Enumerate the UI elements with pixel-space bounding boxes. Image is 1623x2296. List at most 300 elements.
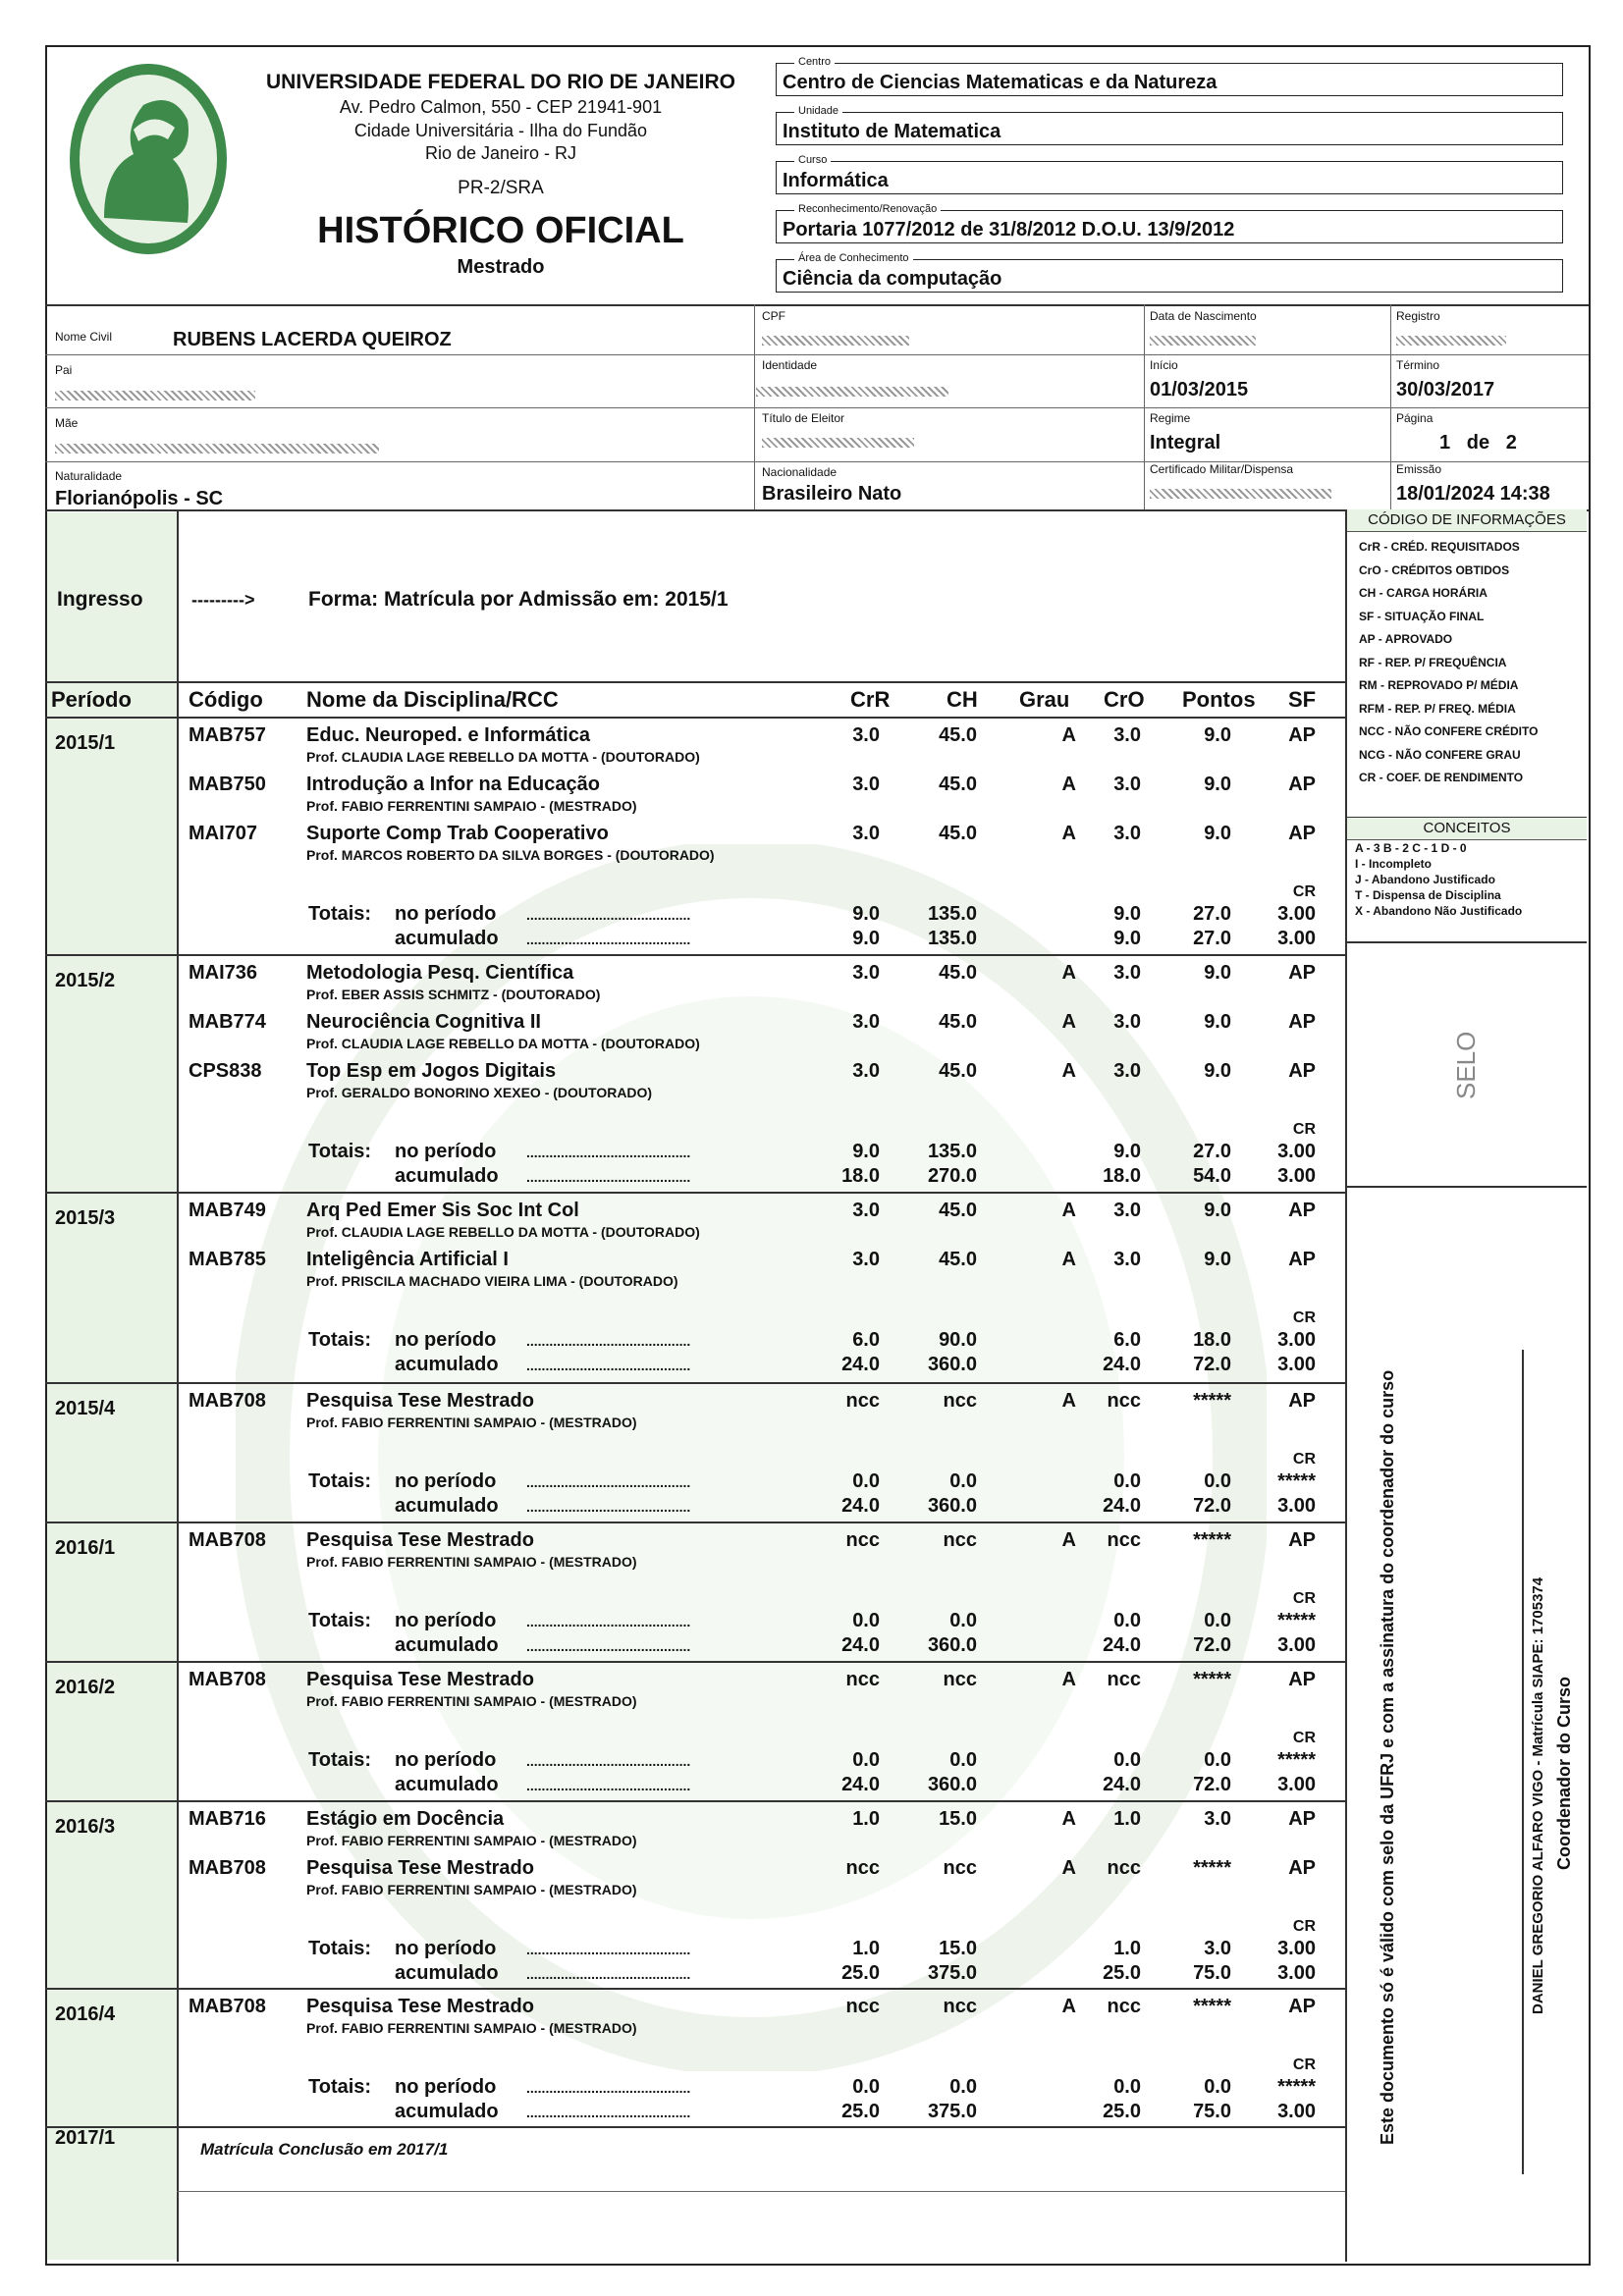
conceito-item: A - 3 B - 2 C - 1 D - 0 [1355,841,1467,855]
period-label: 2015/2 [55,970,116,991]
course-grau: A [1061,1808,1076,1830]
legend-item: CR - COEF. DE RENDIMENTO [1359,771,1524,784]
total-crr: 0.0 [852,2076,880,2098]
legend-item: CH - CARGA HORÁRIA [1359,586,1488,600]
course-pontos: 9.0 [1204,1011,1231,1033]
course-professor: Prof. FABIO FERRENTINI SAMPAIO - (MESTRADO) [306,2020,637,2036]
course-cro: ncc [1107,1529,1141,1551]
course-code: MAB708 [189,1996,266,2017]
course-name: Top Esp em Jogos Digitais [306,1060,557,1082]
course-name: Inteligência Artificial I [306,1249,509,1270]
total-ch: 0.0 [949,1749,977,1771]
course-crr: ncc [845,1390,880,1412]
total-ch: 360.0 [927,1634,977,1656]
course-professor: Prof. FABIO FERRENTINI SAMPAIO - (MESTRADO) [306,1693,637,1709]
course-name: Educ. Neuroped. e Informática [306,724,590,746]
col-periodo: Período [51,687,132,712]
total-ch: 360.0 [927,1774,977,1795]
period-divider [45,1522,1347,1523]
course-professor: Prof. CLAUDIA LAGE REBELLO DA MOTTA - (DOUTORADO) [306,749,700,765]
conceito-item: X - Abandono Não Justificado [1355,904,1523,918]
course-sf: AP [1288,1529,1316,1551]
university-name: UNIVERSIDADE FEDERAL DO RIO DE JANEIRO [265,71,735,93]
total-cro: 0.0 [1113,2076,1141,2098]
acumulado-label: acumulado [395,1962,499,1984]
conceito-item: I - Incompleto [1355,857,1432,871]
acumulado-label: acumulado [395,1165,499,1187]
cr-header: CR [1292,2056,1316,2073]
leader-dots: ........................................... [526,1474,691,1490]
course-sf: AP [1288,1390,1316,1412]
pai-label: Pai [55,363,73,377]
course-name: Arq Ped Emer Sis Soc Int Col [306,1200,579,1221]
leader-dots: ........................................... [526,932,691,947]
course-grau: A [1061,1200,1076,1221]
naturalidade-label: Naturalidade [55,469,123,483]
course-grau: A [1061,962,1076,984]
course-professor: Prof. FABIO FERRENTINI SAMPAIO - (MESTRADO) [306,1833,637,1848]
total-ch: 375.0 [927,2101,977,2122]
total-pontos: 0.0 [1204,1470,1231,1492]
total-pontos: 0.0 [1204,1610,1231,1631]
nacionalidade-label: Nacionalidade [762,465,838,479]
course-grau: A [1061,1669,1076,1690]
legend-item: RFM - REP. P/ FREQ. MÉDIA [1359,701,1516,716]
leader-dots: ........................................... [526,1942,691,1957]
course-cro: ncc [1107,1669,1141,1690]
course-code: MAB785 [189,1249,266,1270]
conceitos-title: CONCEITOS [1347,818,1587,840]
course-name: Estágio em Docência [306,1808,505,1830]
course-crr: ncc [845,1996,880,2017]
total-crr: 25.0 [841,2101,880,2122]
course-pontos: 9.0 [1204,774,1231,795]
total-pontos: 0.0 [1204,1749,1231,1771]
box-centro: Centro Centro de Ciencias Matematicas e da Natureza [776,63,1563,96]
total-cr: 3.00 [1277,903,1316,925]
total-cr: 3.00 [1277,1634,1316,1656]
inicio: 01/03/2015 [1150,379,1249,400]
course-code: MAB757 [189,724,266,746]
period-label: 2015/1 [55,732,116,754]
course-grau: A [1061,1529,1076,1551]
course-crr: ncc [845,1857,880,1879]
course-pontos: 9.0 [1204,724,1231,746]
nacionalidade: Brasileiro Nato [762,483,902,505]
course-ch: 45.0 [939,962,977,984]
total-cro: 0.0 [1113,1470,1141,1492]
total-crr: 0.0 [852,1610,880,1631]
course-pontos: ***** [1193,1996,1231,2017]
course-crr: 3.0 [852,774,880,795]
total-pontos: 75.0 [1193,1962,1231,1984]
period-label: 2016/4 [55,2003,116,2025]
identidade-label: Identidade [762,358,818,372]
course-crr: 3.0 [852,962,880,984]
leader-dots: ........................................... [526,1499,691,1515]
course-code: MAB708 [189,1669,266,1690]
total-cro: 24.0 [1103,1774,1141,1795]
emissao: 18/01/2024 14:38 [1396,483,1550,505]
no-periodo-label: no período [395,1141,497,1162]
address-line-1: Av. Pedro Calmon, 550 - CEP 21941-901 [339,97,663,117]
course-sf: AP [1288,1011,1316,1033]
period-divider [45,1661,1347,1663]
registro-label: Registro [1396,309,1440,323]
total-cro: 6.0 [1113,1329,1141,1351]
total-cr: 3.00 [1277,1938,1316,1959]
course-name: Pesquisa Tese Mestrado [306,1857,534,1879]
period-divider [45,2126,1347,2128]
period-label: 2016/3 [55,1816,116,1838]
total-cro: 1.0 [1113,1938,1141,1959]
course-professor: Prof. FABIO FERRENTINI SAMPAIO - (MESTRADO) [306,1554,637,1570]
total-ch: 360.0 [927,1495,977,1517]
total-crr: 1.0 [852,1938,880,1959]
cpf-label: CPF [762,309,785,323]
course-cro: 3.0 [1113,1060,1141,1082]
course-grau: A [1061,1390,1076,1412]
course-sf: AP [1288,1060,1316,1082]
total-pontos: 72.0 [1193,1774,1231,1795]
cpf-redacted [762,336,909,346]
titulo-eleitor-label: Título de Eleitor [762,411,845,425]
acumulado-label: acumulado [395,1774,499,1795]
total-cro: 24.0 [1103,1354,1141,1375]
final-text: Matrícula Conclusão em 2017/1 [200,2140,449,2159]
info-legend-title: CÓDIGO DE INFORMAÇÕES [1347,509,1587,532]
no-periodo-label: no período [395,1610,497,1631]
legend-item: CrR - CRÉD. REQUISITADOS [1359,540,1520,554]
course-cro: 3.0 [1113,823,1141,844]
course-cro: ncc [1107,1996,1141,2017]
course-code: MAB708 [189,1857,266,1879]
course-professor: Prof. MARCOS ROBERTO DA SILVA BORGES - (DOUTORADO) [306,847,715,863]
total-cro: 25.0 [1103,2101,1141,2122]
legend-item: SF - SITUAÇÃO FINAL [1359,609,1485,623]
legend-item: RM - REPROVADO P/ MÉDIA [1359,678,1519,692]
course-professor: Prof. FABIO FERRENTINI SAMPAIO - (MESTRADO) [306,1415,637,1430]
course-sf: AP [1288,1200,1316,1221]
total-cro: 24.0 [1103,1495,1141,1517]
course-ch: ncc [943,1857,977,1879]
total-ch: 0.0 [949,2076,977,2098]
no-periodo-label: no período [395,903,497,925]
course-cro: ncc [1107,1857,1141,1879]
total-pontos: 18.0 [1193,1329,1231,1351]
pagina-label: Página [1396,411,1434,425]
total-pontos: 72.0 [1193,1354,1231,1375]
leader-dots: ........................................... [526,2080,691,2096]
course-ch: ncc [943,1390,977,1412]
course-ch: 45.0 [939,1249,977,1270]
no-periodo-label: no período [395,1749,497,1771]
no-periodo-label: no período [395,1329,497,1351]
inicio-label: Início [1150,358,1178,372]
total-crr: 9.0 [852,1141,880,1162]
course-grau: A [1061,1996,1076,2017]
col-grau: Grau [1019,687,1070,712]
period-label: 2016/1 [55,1537,116,1559]
regime: Integral [1150,432,1221,454]
course-grau: A [1061,1011,1076,1033]
course-name: Pesquisa Tese Mestrado [306,1996,534,2017]
validity-text: Este documento só é válido com selo da UFRJ e com a assinatura do coordenador do curso [1378,1369,1397,2145]
total-cro: 18.0 [1103,1165,1141,1187]
total-pontos: 54.0 [1193,1165,1231,1187]
total-crr: 0.0 [852,1470,880,1492]
total-cro: 25.0 [1103,1962,1141,1984]
course-cro: 3.0 [1113,1200,1141,1221]
box-unidade: Unidade Instituto de Matematica [776,112,1563,145]
leader-dots: ........................................... [526,1638,691,1654]
document-subtitle: Mestrado [457,256,545,278]
course-sf: AP [1288,1808,1316,1830]
course-name: Suporte Comp Trab Cooperativo [306,823,609,844]
course-ch: 45.0 [939,823,977,844]
nascimento-redacted [1150,336,1256,346]
total-cr: 3.00 [1277,1141,1316,1162]
course-grau: A [1061,1857,1076,1879]
course-pontos: 9.0 [1204,823,1231,844]
total-ch: 135.0 [927,928,977,949]
conceito-item: T - Dispensa de Disciplina [1355,888,1501,902]
course-professor: Prof. FABIO FERRENTINI SAMPAIO - (MESTRADO) [306,1882,637,1897]
total-pontos: 27.0 [1193,903,1231,925]
course-pontos: 9.0 [1204,1200,1231,1221]
mae-redacted [55,444,379,454]
total-ch: 135.0 [927,903,977,925]
period-column-background [47,512,177,2260]
total-cr: ***** [1277,1610,1316,1631]
selo-placeholder: SELO [1451,1031,1481,1099]
total-crr: 6.0 [852,1329,880,1351]
acumulado-label: acumulado [395,2101,499,2122]
total-crr: 24.0 [841,1774,880,1795]
course-sf: AP [1288,724,1316,746]
conceitos-legend [1347,817,1587,919]
total-cro: 24.0 [1103,1634,1141,1656]
course-name: Neurociência Cognitiva II [306,1011,541,1033]
course-name: Metodologia Pesq. Científica [306,962,574,984]
period-label: 2015/4 [55,1398,116,1419]
course-professor: Prof. CLAUDIA LAGE REBELLO DA MOTTA - (DOUTORADO) [306,1036,700,1051]
total-cr: 3.00 [1277,1774,1316,1795]
total-crr: 24.0 [841,1354,880,1375]
course-pontos: 9.0 [1204,1060,1231,1082]
total-crr: 9.0 [852,903,880,925]
col-crr: CrR [850,687,891,712]
course-cro: ncc [1107,1390,1141,1412]
course-name: Pesquisa Tese Mestrado [306,1669,534,1690]
total-cr: ***** [1277,2076,1316,2098]
ufrj-minerva-logo [65,61,232,257]
naturalidade: Florianópolis - SC [55,488,224,509]
totais-label: Totais: [308,2076,372,2098]
course-cro: 1.0 [1113,1808,1141,1830]
course-cro: 3.0 [1113,962,1141,984]
no-periodo-label: no período [395,1470,497,1492]
leader-dots: ........................................... [526,1145,691,1160]
course-professor: Prof. CLAUDIA LAGE REBELLO DA MOTTA - (DOUTORADO) [306,1224,700,1240]
termino-label: Término [1396,358,1440,372]
total-cro: 0.0 [1113,1749,1141,1771]
period-divider [45,1192,1347,1194]
course-ch: 45.0 [939,1011,977,1033]
total-cro: 9.0 [1113,1141,1141,1162]
course-name: Pesquisa Tese Mestrado [306,1529,534,1551]
course-crr: 3.0 [852,1249,880,1270]
col-pontos: Pontos [1182,687,1256,712]
total-ch: 0.0 [949,1610,977,1631]
leader-dots: ........................................... [526,1966,691,1982]
ingresso-label: Ingresso [57,588,143,611]
course-ch: 45.0 [939,1200,977,1221]
course-crr: 3.0 [852,1011,880,1033]
total-pontos: 0.0 [1204,2076,1231,2098]
leader-dots: ........................................... [526,1614,691,1629]
period-divider [45,1988,1347,1990]
col-codigo: Código [189,687,263,712]
emissao-label: Emissão [1396,462,1442,476]
course-ch: 45.0 [939,1060,977,1082]
nome-civil-label: Nome Civil [55,330,113,344]
pai-redacted [55,391,255,400]
total-cr: 3.00 [1277,1495,1316,1517]
col-nome: Nome da Disciplina/RCC [306,687,559,712]
ingresso-arrow: ---------> [191,590,255,610]
totais-label: Totais: [308,1470,372,1492]
total-ch: 0.0 [949,1470,977,1492]
legend-item: CrO - CRÉDITOS OBTIDOS [1359,562,1510,577]
course-crr: ncc [845,1669,880,1690]
course-sf: AP [1288,823,1316,844]
total-cr: 3.00 [1277,1354,1316,1375]
total-crr: 9.0 [852,928,880,949]
course-crr: ncc [845,1529,880,1551]
course-ch: ncc [943,1996,977,2017]
document-title: HISTÓRICO OFICIAL [317,210,684,251]
regime-label: Regime [1150,411,1191,425]
ingresso-forma: Forma: Matrícula por Admissão em: 2015/1 [308,588,729,611]
total-crr: 24.0 [841,1634,880,1656]
course-ch: ncc [943,1669,977,1690]
course-pontos: 3.0 [1204,1808,1231,1830]
totais-label: Totais: [308,1141,372,1162]
cr-header: CR [1292,1451,1316,1468]
total-crr: 0.0 [852,1749,880,1771]
course-professor: Prof. GERALDO BONORINO XEXEO - (DOUTORADO) [306,1085,653,1100]
leader-dots: ........................................... [526,2105,691,2120]
course-professor: Prof. FABIO FERRENTINI SAMPAIO - (MESTRADO) [306,798,637,814]
total-ch: 270.0 [927,1165,977,1187]
department: PR-2/SRA [458,178,544,198]
totais-label: Totais: [308,1749,372,1771]
total-ch: 375.0 [927,1962,977,1984]
total-pontos: 27.0 [1193,928,1231,949]
legend-item: RF - REP. P/ FREQUÊNCIA [1359,655,1507,669]
total-cr: 3.00 [1277,1329,1316,1351]
totais-label: Totais: [308,1610,372,1631]
course-cro: 3.0 [1113,1011,1141,1033]
course-grau: A [1061,724,1076,746]
leader-dots: ........................................... [526,907,691,923]
coordinator-name: DANIEL GREGORIO ALFARO VIGO - Matrícula SIAPE: 1705374 [1530,1576,1546,2014]
total-cr: ***** [1277,1470,1316,1492]
titulo-eleitor-redacted [762,438,914,448]
total-cr: ***** [1277,1749,1316,1771]
course-pontos: ***** [1193,1390,1231,1412]
course-cro: 3.0 [1113,724,1141,746]
box-reconhecimento: Reconhecimento/Renovação Portaria 1077/2012 de 31/8/2012 D.O.U. 13/9/2012 [776,210,1563,243]
cr-header: CR [1292,1121,1316,1138]
course-code: MAB750 [189,774,266,795]
final-period: 2017/1 [55,2127,116,2149]
course-crr: 3.0 [852,724,880,746]
col-sf: SF [1288,687,1317,712]
total-ch: 135.0 [927,1141,977,1162]
total-cr: 3.00 [1277,928,1316,949]
total-pontos: 72.0 [1193,1634,1231,1656]
course-professor: Prof. PRISCILA MACHADO VIEIRA LIMA - (DOUTORADO) [306,1273,678,1289]
course-sf: AP [1288,774,1316,795]
course-name: Pesquisa Tese Mestrado [306,1390,534,1412]
course-crr: 3.0 [852,823,880,844]
box-area-conhecimento: Área de Conhecimento Ciência da computação [776,259,1563,293]
cr-header: CR [1292,1309,1316,1326]
course-code: MAI736 [189,962,258,984]
certificado-redacted [1150,489,1331,499]
total-crr: 25.0 [841,1962,880,1984]
course-cro: 3.0 [1113,1249,1141,1270]
course-professor: Prof. EBER ASSIS SCHMITZ - (DOUTORADO) [306,987,601,1002]
acumulado-label: acumulado [395,928,499,949]
course-crr: 3.0 [852,1200,880,1221]
totais-label: Totais: [308,903,372,925]
course-grau: A [1061,823,1076,844]
address-line-2: Cidade Universitária - Ilha do Fundão [353,121,648,140]
cr-header: CR [1292,883,1316,900]
course-pontos: ***** [1193,1857,1231,1879]
course-code: MAB708 [189,1390,266,1412]
total-cro: 9.0 [1113,903,1141,925]
course-pontos: 9.0 [1204,1249,1231,1270]
pagina: 1 de 2 [1439,432,1517,454]
course-grau: A [1061,1249,1076,1270]
no-periodo-label: no período [395,1938,497,1959]
course-sf: AP [1288,1249,1316,1270]
leader-dots: ........................................... [526,1778,691,1793]
cr-header: CR [1292,1590,1316,1607]
leader-dots: ........................................... [526,1358,691,1373]
course-sf: AP [1288,1996,1316,2017]
total-pontos: 72.0 [1193,1495,1231,1517]
col-cro: CrO [1104,687,1145,712]
total-crr: 24.0 [841,1495,880,1517]
total-crr: 18.0 [841,1165,880,1187]
acumulado-label: acumulado [395,1634,499,1656]
leader-dots: ........................................... [526,1333,691,1349]
course-ch: ncc [943,1529,977,1551]
total-pontos: 27.0 [1193,1141,1231,1162]
course-ch: 45.0 [939,774,977,795]
nome-civil: RUBENS LACERDA QUEIROZ [173,329,452,350]
nascimento-label: Data de Nascimento [1150,309,1257,323]
course-crr: 3.0 [852,1060,880,1082]
total-ch: 90.0 [939,1329,977,1351]
legend-item: NCG - NÃO CONFERE GRAU [1359,747,1521,762]
acumulado-label: acumulado [395,1354,499,1375]
